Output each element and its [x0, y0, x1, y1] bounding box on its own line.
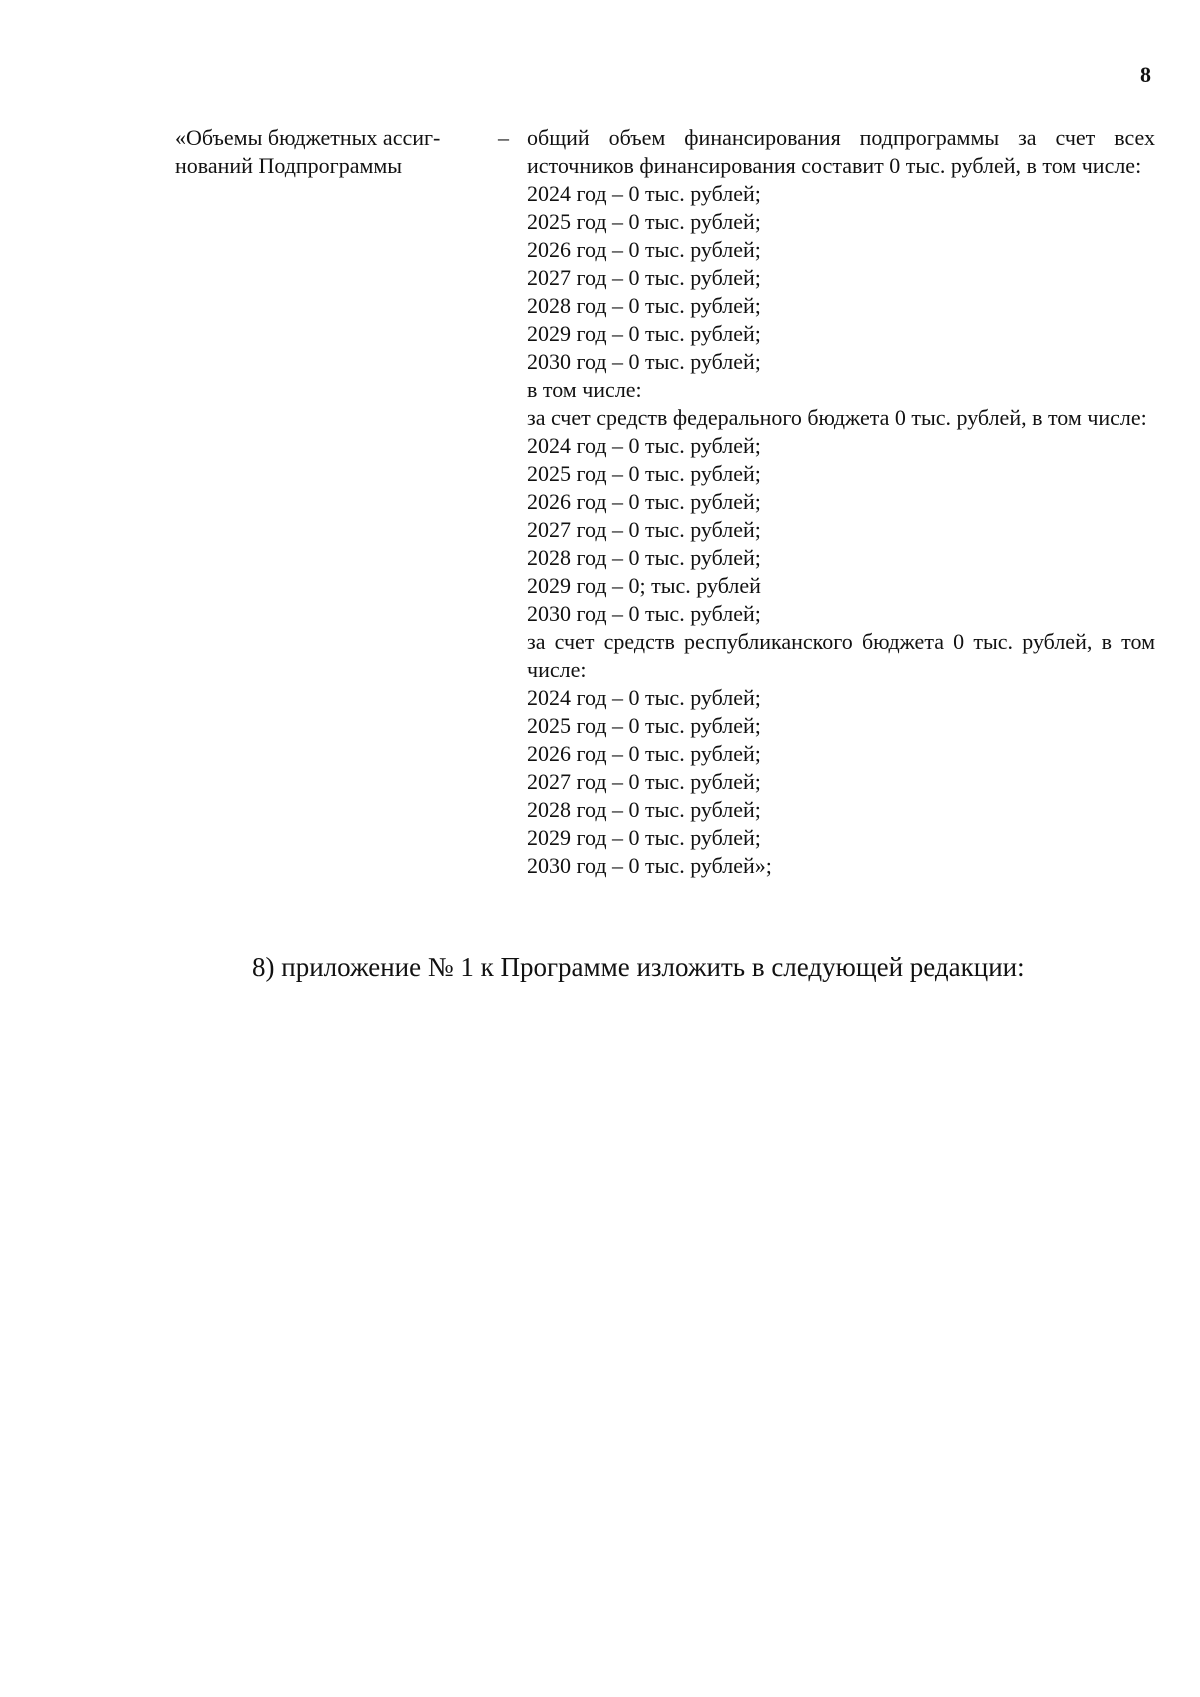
republican-year-line: 2028 год – 0 тыс. рублей;: [527, 797, 761, 822]
budget-allocations-label: «Объемы бюджетных ассиг-нований Подпрограммы: [175, 125, 441, 178]
republican-year-line: 2030 год – 0 тыс. рублей»;: [527, 853, 772, 878]
financing-details: [527, 124, 1155, 880]
total-year-line: 2027 год – 0 тыс. рублей;: [527, 265, 761, 290]
federal-year-line: 2026 год – 0 тыс. рублей;: [527, 489, 761, 514]
republican-year-line: 2029 год – 0 тыс. рублей;: [527, 825, 761, 850]
republican-year-line: 2024 год – 0 тыс. рублей;: [527, 685, 761, 710]
federal-year-line: 2024 год – 0 тыс. рублей;: [527, 433, 761, 458]
total-year-line: 2025 год – 0 тыс. рублей;: [527, 209, 761, 234]
federal-year-line: 2027 год – 0 тыс. рублей;: [527, 517, 761, 542]
total-year-line: 2028 год – 0 тыс. рублей;: [527, 293, 761, 318]
appendix-instruction: 8) приложение № 1 к Программе изложить в следующей редакции:: [252, 952, 1025, 982]
total-year-line: 2024 год – 0 тыс. рублей;: [527, 181, 761, 206]
total-year-line: 2026 год – 0 тыс. рублей;: [527, 237, 761, 262]
dash-separator: –: [498, 125, 509, 150]
federal-year-line: 2029 год – 0; тыс. рублей: [527, 573, 761, 598]
federal-year-line: 2025 год – 0 тыс. рублей;: [527, 461, 761, 486]
republican-year-line: 2026 год – 0 тыс. рублей;: [527, 741, 761, 766]
including-line: в том числе:: [527, 377, 642, 402]
total-year-line: 2030 год – 0 тыс. рублей;: [527, 349, 761, 374]
federal-budget-line: за счет средств федерального бюджета 0 тыс. рублей, в том числе:: [527, 405, 1147, 430]
federal-year-line: 2030 год – 0 тыс. рублей;: [527, 601, 761, 626]
republican-year-line: 2025 год – 0 тыс. рублей;: [527, 713, 761, 738]
total-financing-line: общий объем финансирования подпрограммы за счет всех источников финансирования составит 0 тыс. рублей, в том числе:: [527, 125, 1155, 178]
federal-year-line: 2028 год – 0 тыс. рублей;: [527, 545, 761, 570]
republican-year-line: 2027 год – 0 тыс. рублей;: [527, 769, 761, 794]
total-year-line: 2029 год – 0 тыс. рублей;: [527, 321, 761, 346]
republican-budget-line: за счет средств республиканского бюджета 0 тыс. рублей, в том числе:: [527, 629, 1155, 682]
page-number: 8: [1140, 62, 1151, 87]
